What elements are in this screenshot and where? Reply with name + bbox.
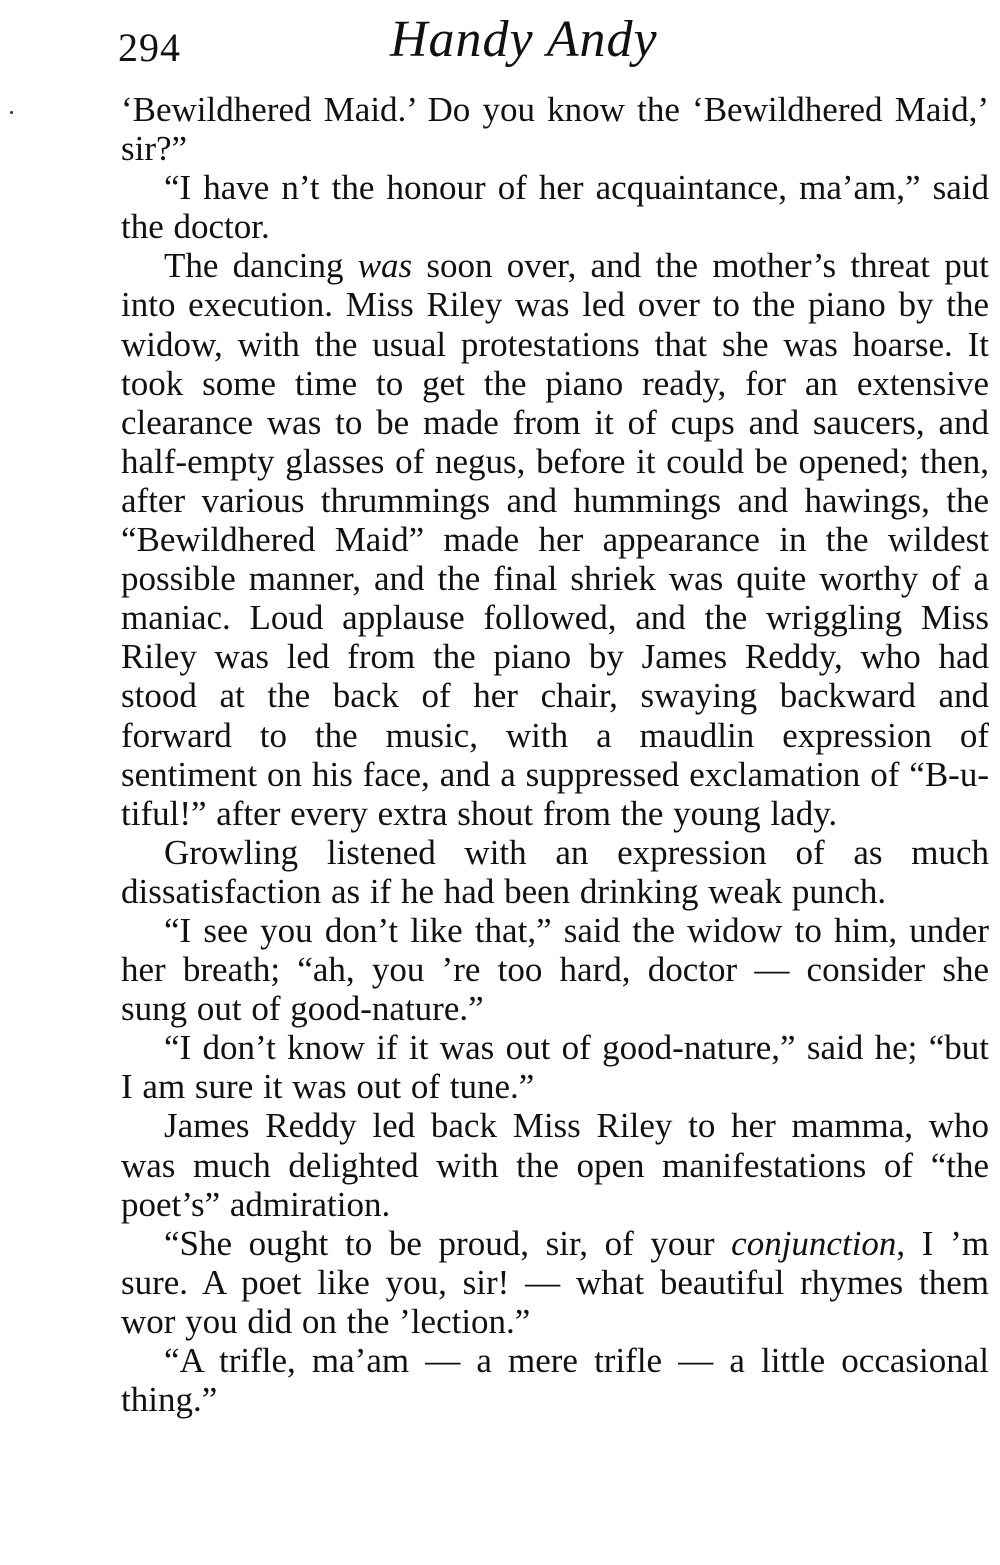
italic-text-run: was [357,246,413,286]
paragraph [121,168,989,246]
paragraph [121,911,989,1028]
paragraph [121,1224,989,1341]
text-run: “I don’t know if it was out of good-nature,” said he; “but I am sure it was out of tune.” [121,1028,989,1107]
margin-speck [10,111,13,114]
text-run: The dancing [164,246,358,286]
text-run: “I see you don’t like that,” said the widow to him, under her breath; “ah, you ’re too hard, doctor — consider she sung out of good-nature.” [121,910,989,1029]
running-head [118,10,738,80]
text-run: ‘Bewildhered Maid.’ Do you know the ‘Bewildhered Maid,’ sir?” [121,90,989,169]
text-run: “I have n’t the honour of her acquaintance, ma’am,” said the doctor. [121,168,989,247]
text-run: “A trifle, ma’am — a mere trifle — a little occasional thing.” [121,1341,989,1420]
paragraph [121,90,989,168]
text-run: , I ’m sure. A poet like you, sir! — what beautiful rhymes them wor you did on the ’lection.” [121,1223,989,1341]
text-run: Growling listened with an expression of as much dissatisfaction as if he had been drinking weak punch. [121,832,989,911]
text-run: “She ought to be proud, sir, of your [164,1223,732,1263]
text-run: James Reddy led back Miss Riley to her mamma, who was much delighted with the open manifestations of “the poet’s” admiration. [121,1106,989,1224]
paragraph [121,1341,989,1419]
paragraph [121,246,989,832]
body-text [121,90,989,1419]
text-run: soon over, and the mother’s threat put into execution. Miss Riley was led over to the piano by the widow, with the usual protestations that she was hoarse. It took some time to get the piano ready, for an extensive clearance was to be made from it of cups and saucers, and half-empty glasses of negus, before it could be opened; then, after various thrummings and hummings and hawings, the “Bewildhered Maid” made her appearance in the wildest possible manner, and the final shriek was quite worthy of a maniac. Loud applause followed, and the wriggling Miss Riley was led from the piano by James Reddy, who had stood at the back of her chair, swaying backward and forward to the music, with a maudlin expression of sentiment on his face, and a suppressed exclamation of “B-u-tiful!” after every extra shout from the young lady. [121,246,989,833]
paragraph [121,1106,989,1223]
paragraph [121,833,989,911]
italic-text-run: conjunction [731,1223,897,1263]
page-number: 294 [118,25,181,70]
paragraph [121,1028,989,1106]
book-title: Handy Andy [390,11,658,68]
